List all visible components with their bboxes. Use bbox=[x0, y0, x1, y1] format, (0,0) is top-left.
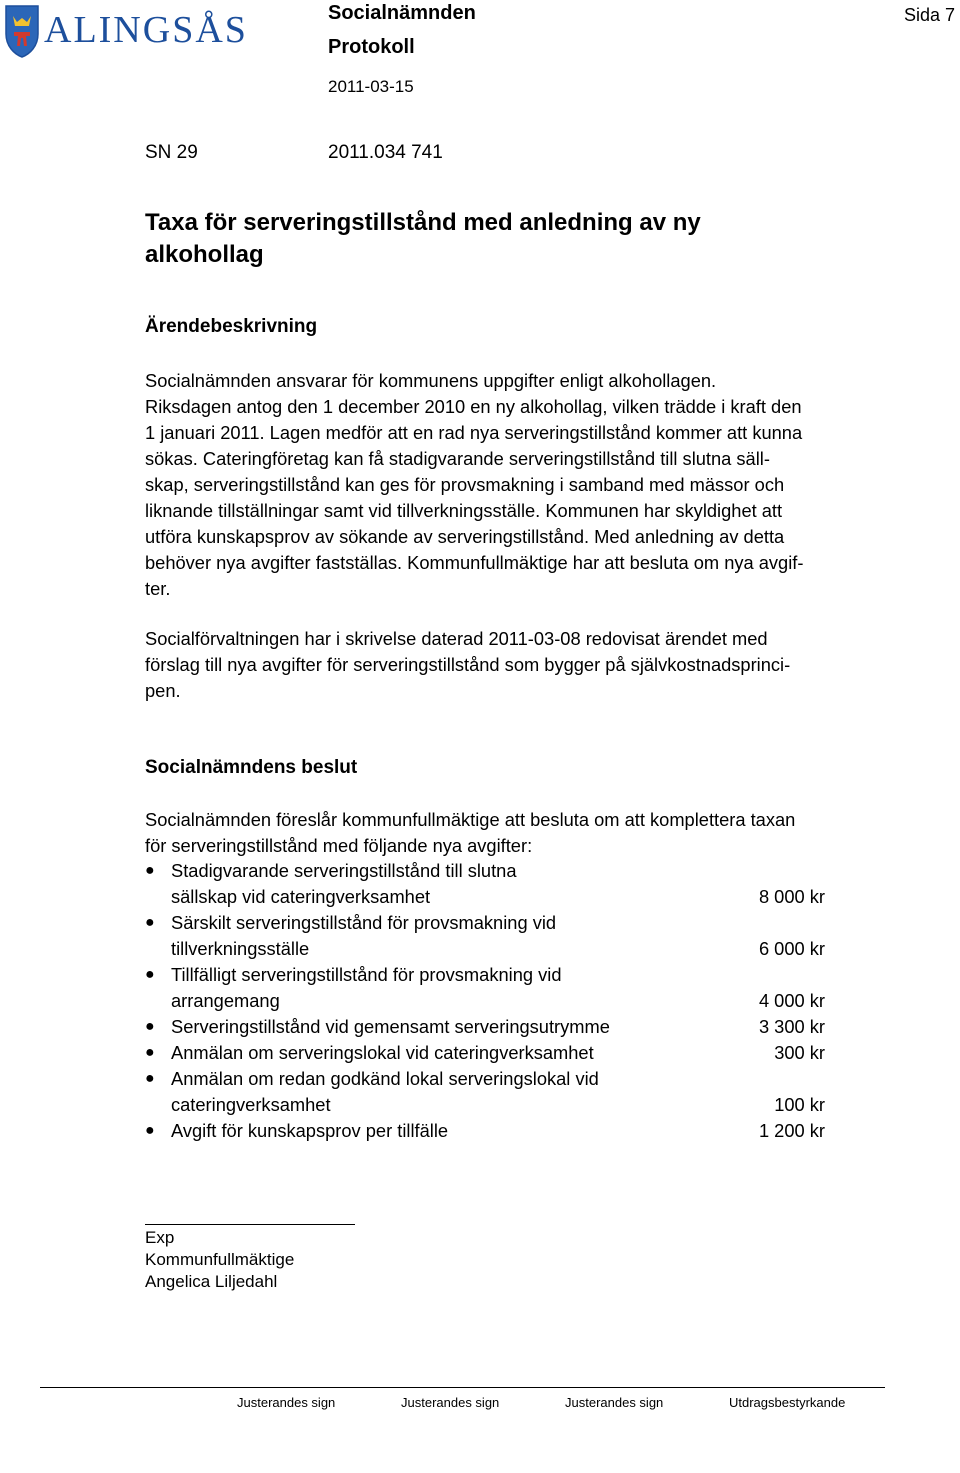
signature-rule bbox=[145, 1224, 355, 1225]
paragraph-line: Riksdagen antog den 1 december 2010 en ny alkohollag, vilken trädde i kraft den bbox=[145, 396, 802, 417]
footer-certification-field: Utdragsbestyrkande bbox=[729, 1395, 846, 1410]
paragraph-line: Socialförvaltningen har i skrivelse daterad 2011-03-08 redovisat ärendet med bbox=[145, 628, 768, 649]
committee-name: Socialnämnden bbox=[328, 2, 476, 24]
document-type: Protokoll bbox=[328, 36, 415, 58]
section-heading-description: Ärendebeskrivning bbox=[145, 316, 318, 337]
fee-amount: 4 000 kr bbox=[758, 990, 825, 1011]
fee-item bbox=[145, 1014, 845, 1040]
fee-line: Särskilt serveringstillstånd för provsmakning vid bbox=[171, 912, 557, 933]
paragraph-line: skap, serveringstillstånd kan ges för provsmakning i samband med mässor och bbox=[145, 474, 785, 495]
page-number: Sida 7 bbox=[904, 5, 956, 25]
fee-amount: 3 300 kr bbox=[758, 1016, 825, 1037]
footer-sign-field: Justerandes sign bbox=[565, 1395, 664, 1410]
paragraph-line: förslag till nya avgifter för serveringstillstånd som bygger på självkostnadsprinci- bbox=[145, 654, 791, 675]
fee-list bbox=[145, 858, 845, 1144]
bullet-icon: ● bbox=[145, 862, 155, 879]
fee-description bbox=[171, 1066, 599, 1118]
footer-sign-field: Justerandes sign bbox=[237, 1395, 336, 1410]
municipality-logo bbox=[0, 4, 260, 60]
distribution-recipient: Kommunfullmäktige bbox=[145, 1250, 295, 1269]
paragraph-line: 1 januari 2011. Lagen medför att en rad nya serveringstillstånd kommer att kunna bbox=[145, 422, 803, 443]
footer-rule bbox=[40, 1387, 885, 1388]
fee-line: cateringverksamhet bbox=[171, 1094, 331, 1115]
fee-amount: 100 kr bbox=[774, 1094, 825, 1115]
paragraph-line: sökas. Cateringföretag kan få stadigvarande serveringstillstånd till slutna säll- bbox=[145, 448, 770, 469]
fee-amount: 1 200 kr bbox=[758, 1120, 825, 1141]
fee-line: tillverkningsställe bbox=[171, 938, 310, 959]
fee-description bbox=[171, 962, 562, 1014]
fee-line: Avgift för kunskapsprov per tillfälle bbox=[171, 1120, 449, 1141]
administration-paragraph bbox=[145, 626, 905, 704]
title-line: alkohollag bbox=[145, 241, 264, 268]
fee-line: Serveringstillstånd vid gemensamt serveringsutrymme bbox=[171, 1016, 610, 1037]
fee-description bbox=[171, 1014, 610, 1040]
paragraph-line: för serveringstillstånd med följande nya avgifter: bbox=[145, 835, 533, 856]
fee-line: Anmälan om redan godkänd lokal serveringslokal vid bbox=[171, 1068, 599, 1089]
paragraph-line: ter. bbox=[145, 578, 171, 599]
fee-line: Tillfälligt serveringstillstånd för provsmakning vid bbox=[171, 964, 562, 985]
fee-item bbox=[145, 1066, 845, 1118]
logo-wordmark: ALINGSÅS bbox=[44, 9, 248, 51]
paragraph-line: behöver nya avgifter fastställas. Kommunfullmäktige har att besluta om nya avgif- bbox=[145, 552, 804, 573]
paragraph-line: pen. bbox=[145, 680, 181, 701]
fee-item bbox=[145, 1118, 845, 1144]
fee-line: Anmälan om serveringslokal vid cateringverksamhet bbox=[171, 1042, 594, 1063]
case-section: SN 29 bbox=[145, 142, 198, 163]
bullet-icon: ● bbox=[145, 1122, 155, 1139]
bullet-icon: ● bbox=[145, 1018, 155, 1035]
coat-of-arms-icon bbox=[4, 4, 40, 58]
fee-item bbox=[145, 910, 845, 962]
fee-description bbox=[171, 1118, 448, 1144]
paragraph-line: Socialnämnden ansvarar för kommunens uppgifter enligt alkohollagen. bbox=[145, 370, 717, 391]
fee-amount: 300 kr bbox=[774, 1042, 825, 1063]
case-number: 2011.034 741 bbox=[328, 142, 443, 163]
bullet-icon: ● bbox=[145, 914, 155, 931]
decision-intro bbox=[145, 807, 905, 859]
section-heading-decision: Socialnämndens beslut bbox=[145, 757, 358, 778]
paragraph-line: utföra kunskapsprov av sökande av serveringstillstånd. Med anledning av detta bbox=[145, 526, 785, 547]
footer-sign-field: Justerandes sign bbox=[401, 1395, 500, 1410]
fee-line: sällskap vid cateringverksamhet bbox=[171, 886, 431, 907]
fee-amount: 6 000 kr bbox=[758, 938, 825, 959]
fee-item bbox=[145, 1040, 845, 1066]
meeting-date: 2011-03-15 bbox=[328, 77, 414, 96]
fee-line: Stadigvarande serveringstillstånd till slutna bbox=[171, 860, 517, 881]
fee-item bbox=[145, 858, 845, 910]
distribution-label: Exp bbox=[145, 1228, 175, 1247]
fee-description bbox=[171, 1040, 594, 1066]
document-title bbox=[145, 207, 825, 271]
title-line: Taxa för serveringstillstånd med anledning av ny bbox=[145, 209, 701, 236]
bullet-icon: ● bbox=[145, 1070, 155, 1087]
fee-item bbox=[145, 962, 845, 1014]
description-paragraph bbox=[145, 368, 905, 602]
distribution-name: Angelica Liljedahl bbox=[145, 1272, 278, 1291]
fee-description bbox=[171, 910, 556, 962]
bullet-icon: ● bbox=[145, 1044, 155, 1061]
paragraph-line: liknande tillställningar samt vid tillverkningsställe. Kommunen har skyldighet att bbox=[145, 500, 783, 521]
bullet-icon: ● bbox=[145, 966, 155, 983]
fee-amount: 8 000 kr bbox=[758, 886, 825, 907]
fee-description bbox=[171, 858, 517, 910]
fee-line: arrangemang bbox=[171, 990, 280, 1011]
paragraph-line: Socialnämnden föreslår kommunfullmäktige att besluta om att komplettera taxan bbox=[145, 809, 796, 830]
